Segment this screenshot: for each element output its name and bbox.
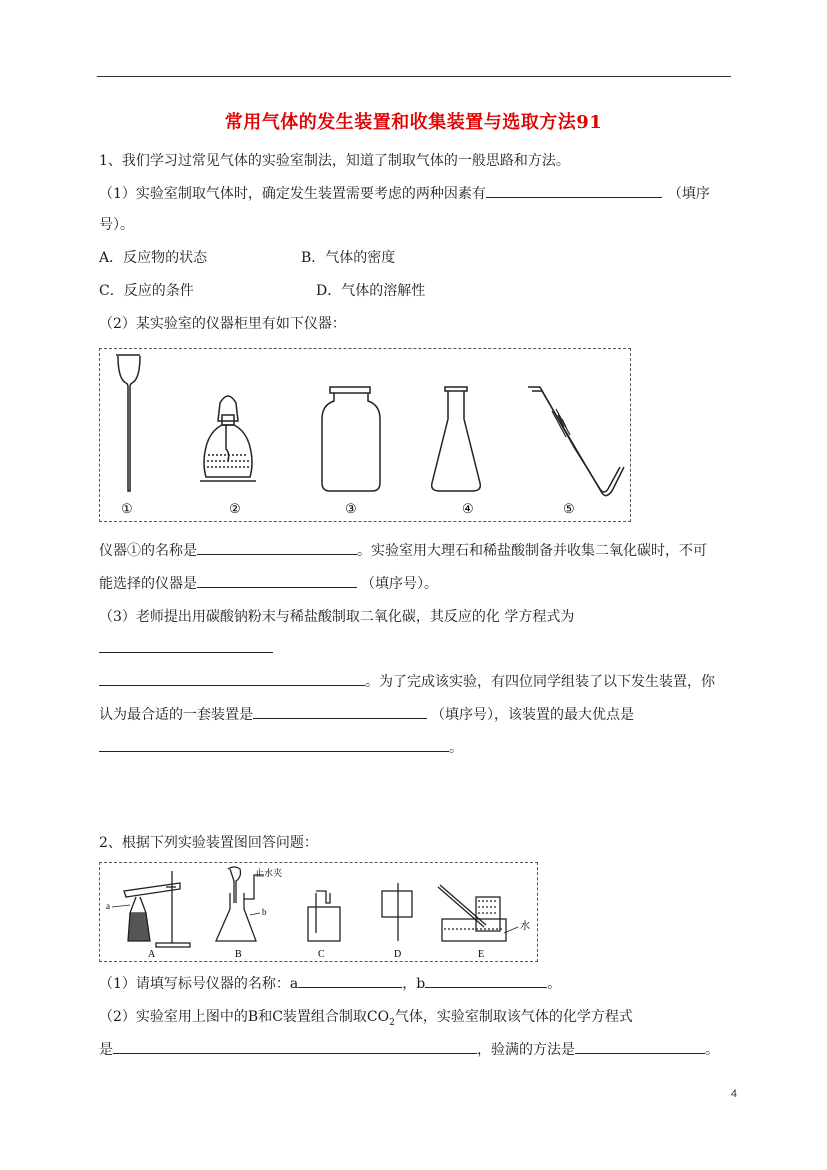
label-b: b bbox=[262, 907, 267, 917]
answer-blank[interactable] bbox=[575, 1039, 705, 1054]
page-number: 4 bbox=[730, 1088, 737, 1100]
answer-blank[interactable] bbox=[486, 183, 662, 198]
q2-part2 bbox=[99, 1006, 633, 1028]
instruments-figure bbox=[99, 348, 631, 522]
label-water: 水 bbox=[520, 921, 530, 932]
question-text: 能选择的仪器是 bbox=[99, 576, 197, 592]
answer-blank[interactable] bbox=[99, 671, 365, 686]
heating-apparatus-icon bbox=[124, 871, 190, 947]
q1-part2: （2）某实验室的仪器柜里有如下仪器： bbox=[99, 316, 346, 332]
instrument-label-3: ③ bbox=[345, 501, 357, 516]
instrument-label-2: ② bbox=[229, 501, 241, 516]
question-text: （填序号），该装置的最大优点是 bbox=[431, 707, 634, 723]
apparatus-label-b: B bbox=[235, 949, 242, 960]
instrument-label-5: ⑤ bbox=[563, 501, 575, 516]
collection-bottle-c-icon bbox=[308, 891, 340, 941]
gas-bottle-icon bbox=[322, 387, 380, 491]
q1-part3: （3）老师提出用碳酸钠粉末与稀盐酸制取二氧化碳，其反应的化 学方程式为 bbox=[99, 609, 575, 625]
q2-intro: 2、根据下列实验装置图回答问题： bbox=[99, 835, 318, 851]
apparatus-drawing bbox=[100, 863, 537, 961]
q1-part3-cont2 bbox=[99, 704, 634, 724]
q1-part1-suffix: （填序 bbox=[667, 186, 710, 202]
q1-part1-cont: 号）。 bbox=[99, 217, 134, 233]
alcohol-lamp-icon bbox=[200, 396, 256, 481]
question-text: 认为最合适的一套装置是 bbox=[99, 707, 253, 723]
q2-part2-cont bbox=[99, 1039, 719, 1059]
water-trough-icon bbox=[438, 885, 518, 941]
apparatus-label-d: D bbox=[394, 949, 402, 960]
answer-blank[interactable] bbox=[197, 573, 357, 588]
q1-part1 bbox=[99, 183, 710, 203]
question-text: 。实验室用大理石和稀盐酸制备并收集二氧化碳时，不可 bbox=[357, 543, 707, 559]
question-text: ，b bbox=[402, 976, 426, 992]
q2-part1 bbox=[99, 973, 561, 993]
apparatus-label-c: C bbox=[318, 949, 325, 960]
question-text: （1）请填写标号仪器的名称：a bbox=[99, 976, 299, 992]
question-text: （2）实验室用上图中的B和C装置组合制取CO bbox=[99, 1009, 390, 1025]
answer-blank[interactable] bbox=[197, 540, 357, 555]
question-text: 是 bbox=[99, 1042, 113, 1058]
q1-part1-text: （1）实验室制取气体时，确定发生装置需要考虑的两种因素有 bbox=[99, 186, 486, 202]
apparatus-label-e: E bbox=[478, 949, 485, 960]
instrument-label-1: ① bbox=[121, 501, 133, 516]
conical-flask-icon bbox=[432, 387, 481, 491]
flask-with-funnel-icon bbox=[216, 867, 264, 941]
answer-blank[interactable] bbox=[113, 1039, 477, 1054]
q1-part2-question bbox=[99, 540, 707, 560]
q1-part3-blank-line bbox=[99, 638, 273, 657]
instruments-drawing bbox=[100, 349, 630, 521]
q1-part3-cont bbox=[99, 671, 715, 691]
option-d: D．气体的溶解性 bbox=[316, 283, 426, 299]
question-text: 。 bbox=[705, 1042, 719, 1058]
label-clamp: 止水夹 bbox=[255, 868, 283, 878]
question-text: 气体，实验室制取该气体的化学方程式 bbox=[394, 1009, 633, 1025]
question-text: 仪器①的名称是 bbox=[99, 543, 197, 559]
bent-glass-tube-icon bbox=[528, 387, 624, 496]
collection-bottle-d-icon bbox=[382, 883, 412, 941]
header-rule bbox=[97, 76, 731, 77]
option-b: B．气体的密度 bbox=[301, 250, 396, 266]
answer-blank[interactable] bbox=[253, 704, 427, 719]
q1-part3-cont3 bbox=[99, 737, 463, 757]
subscript: 2 bbox=[389, 1017, 395, 1028]
question-text: （填序号）。 bbox=[361, 576, 438, 592]
question-text: 。为了完成该实验，有四位同学组装了以下发生装置，你 bbox=[365, 674, 715, 690]
option-a: A．反应物的状态 bbox=[99, 250, 208, 266]
apparatus-figure bbox=[99, 862, 538, 962]
answer-blank[interactable] bbox=[425, 973, 547, 988]
label-a: a bbox=[106, 901, 110, 911]
page-title: 常用气体的发生装置和收集装置与选取方法91 bbox=[224, 112, 603, 133]
answer-blank[interactable] bbox=[298, 973, 402, 988]
option-c: C．反应的条件 bbox=[99, 283, 194, 299]
long-neck-funnel-icon bbox=[116, 355, 140, 491]
apparatus-label-a: A bbox=[148, 949, 156, 960]
answer-blank[interactable] bbox=[99, 638, 273, 653]
question-text: ，验满的方法是 bbox=[477, 1042, 575, 1058]
q1-part2-question-cont bbox=[99, 573, 438, 593]
q1-intro: 1、我们学习过常见气体的实验室制法，知道了制取气体的一般思路和方法。 bbox=[99, 153, 570, 169]
question-text: 。 bbox=[547, 976, 562, 992]
instrument-label-4: ④ bbox=[462, 501, 474, 516]
answer-blank[interactable] bbox=[99, 737, 449, 752]
question-text: 。 bbox=[449, 740, 463, 756]
